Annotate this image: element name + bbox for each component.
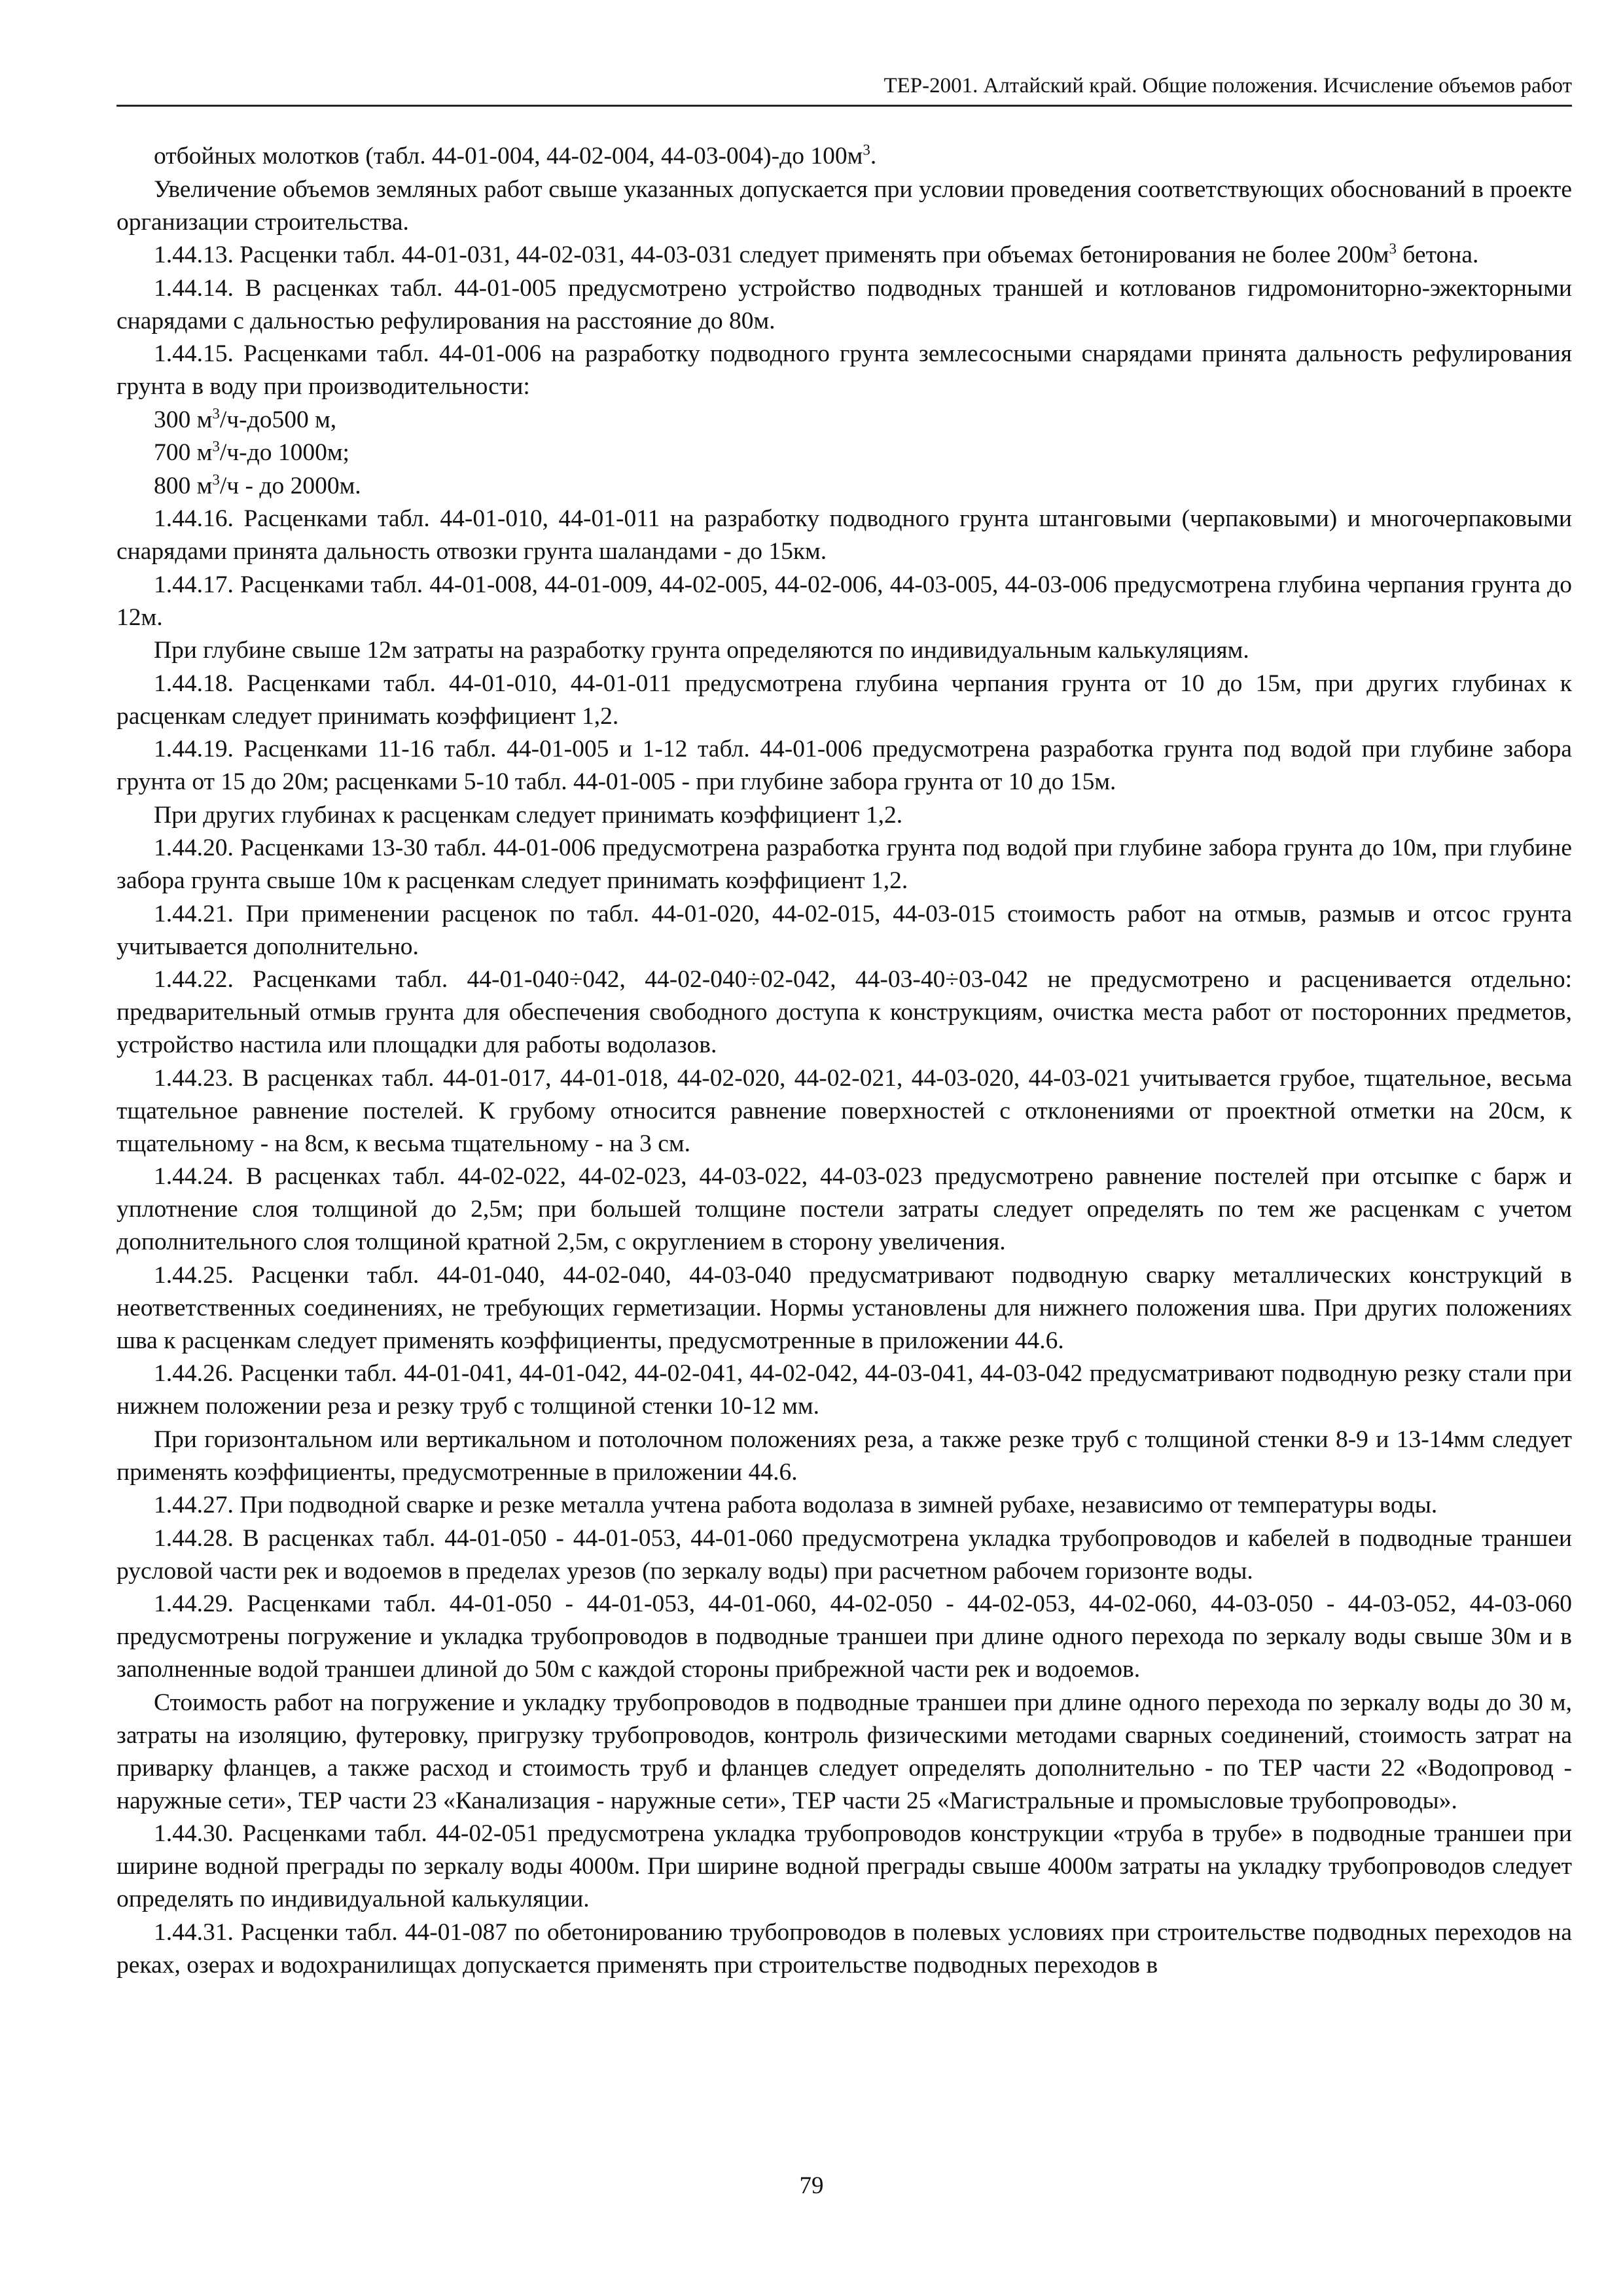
document-body xyxy=(116,140,1572,1982)
paragraph xyxy=(116,1687,1572,1818)
paragraph xyxy=(116,470,1572,503)
paragraph-text-tail: бетона. xyxy=(1397,242,1479,268)
paragraph-text-tail: /ч-до500 м, xyxy=(219,406,337,433)
superscript-exponent: 3 xyxy=(212,471,220,488)
paragraph xyxy=(116,1588,1572,1686)
paragraph-text: 1.44.28. В расценках табл. 44-01-050 - 44-01-053, 44-01-060 предусмотрена укладка трубопроводов и кабелей в подводные траншеи русловой части рек и водоемов в пределах урезов (по зеркалу воды) при расчетном рабочем горизонте воды. xyxy=(116,1524,1572,1585)
paragraph-text: 1.44.26. Расценки табл. 44-01-041, 44-01-042, 44-02-041, 44-02-042, 44-03-041, 44-03-042 предусматривают подводную резку стали при нижнем положении реза и резку труб с толщиной стенки 10-12 мм. xyxy=(116,1360,1572,1420)
paragraph-text: 1.44.24. В расценках табл. 44-02-022, 44-02-023, 44-03-022, 44-03-023 предусмотрено равнение постелей при отсыпке с барж и уплотнение слоя толщиной до 2,5м; при большей толщине постели затраты следует определять по тем же расценкам с учетом дополнительного слоя толщиной кратной 2,5м, с округлением в сторону увеличения. xyxy=(116,1163,1572,1255)
paragraph xyxy=(116,898,1572,963)
paragraph xyxy=(116,1160,1572,1259)
paragraph-text: 1.44.21. При применении расценок по табл. 44-01-020, 44-02-015, 44-03-015 стоимость работ на отмыв, размыв и отсос грунта учитывается дополнительно. xyxy=(116,900,1572,960)
paragraph xyxy=(116,404,1572,437)
paragraph-text: 1.44.14. В расценках табл. 44-01-005 предусмотрено устройство подводных траншей и котлованов гидромониторно-эжекторными снарядами с дальностью рефулирования на расстояние до 80м. xyxy=(116,274,1572,334)
superscript-exponent: 3 xyxy=(1389,240,1397,257)
paragraph-text: 300 м xyxy=(154,406,213,433)
paragraph xyxy=(116,140,1572,173)
paragraph-text: 1.44.29. Расценками табл. 44-01-050 - 44-01-053, 44-01-060, 44-02-050 - 44-02-053, 44-02-060, 44-03-050 - 44-03-052, 44-03-060 предусмотрены погружение и укладка трубопроводов в подводные траншеи при длине одного перехода по зеркалу воды свыше 30м и в заполненные водой траншеи длиной до 50м с каждой стороны прибрежной части рек и водоемов. xyxy=(116,1590,1572,1683)
paragraph xyxy=(116,832,1572,897)
paragraph xyxy=(116,1062,1572,1160)
paragraph-text: 1.44.18. Расценками табл. 44-01-010, 44-01-011 предусмотрена глубина черпания грунта от 10 до 15м, при других глубинах к расценкам следует принимать коэффициент 1,2. xyxy=(116,670,1572,730)
paragraph xyxy=(116,272,1572,338)
page-number: 79 xyxy=(799,2172,824,2199)
paragraph-text: 1.44.16. Расценками табл. 44-01-010, 44-01-011 на разработку подводного грунта штанговыми (черпаковыми) и многочерпаковыми снарядами принята дальность отвозки грунта шаландами - до 15км. xyxy=(116,505,1572,565)
paragraph-text: Стоимость работ на погружение и укладку трубопроводов в подводные траншеи при длине одного перехода по зеркалу воды до 30 м, затраты на изоляцию, футеровку, пригрузку трубопроводов, контроль физическими методами сварных соединений, стоимость затрат на приварку фланцев, а также расход и стоимость труб и фланцев следует определять дополнительно - по ТЕР части 22 «Водопровод - наружные сети», ТЕР части 23 «Канализация - наружные сети», ТЕР части 25 «Магистральные и промысловые трубопроводы». xyxy=(116,1689,1572,1814)
paragraph xyxy=(116,1818,1572,1916)
paragraph xyxy=(116,1357,1572,1423)
paragraph xyxy=(116,239,1572,272)
paragraph-text: При глубине свыше 12м затраты на разработку грунта определяются по индивидуальным калькуляциям. xyxy=(154,637,1249,664)
paragraph-text-tail: . xyxy=(870,143,877,170)
paragraph xyxy=(116,569,1572,634)
paragraph-text-tail: /ч-до 1000м; xyxy=(219,439,349,466)
paragraph xyxy=(116,173,1572,239)
paragraph-text: 1.44.15. Расценками табл. 44-01-006 на разработку подводного грунта землесосными снарядами принята дальность рефулирования грунта в воду при производительности: xyxy=(116,340,1572,400)
paragraph-text: 1.44.25. Расценки табл. 44-01-040, 44-02-040, 44-03-040 предусматривают подводную сварку металлических конструкций в неответственных соединениях, не требующих герметизации. Нормы установлены для нижнего положения шва. При других положениях шва к расценкам следует применять коэффициенты, предусмотренные в приложении 44.6. xyxy=(116,1261,1572,1354)
paragraph xyxy=(116,437,1572,469)
paragraph xyxy=(116,963,1572,1062)
page-header xyxy=(116,71,1572,107)
paragraph-text: 800 м xyxy=(154,472,213,499)
paragraph-text: При других глубинах к расценкам следует принимать коэффициент 1,2. xyxy=(154,801,903,829)
paragraph xyxy=(116,1424,1572,1489)
paragraph xyxy=(116,338,1572,403)
paragraph xyxy=(116,733,1572,798)
paragraph xyxy=(116,503,1572,568)
paragraph-text: 1.44.27. При подводной сварке и резке металла учтена работа водолаза в зимней рубахе, независимо от температуры воды. xyxy=(154,1492,1438,1518)
paragraph-text: 1.44.31. Расценки табл. 44-01-087 по обетонированию трубопроводов в полевых условиях при строительстве подводных переходов на реках, озерах и водохранилищах допускается применять при строительстве подводных переходов в xyxy=(116,1918,1572,1979)
paragraph-text: При горизонтальном или вертикальном и потолочном положениях реза, а также резке труб с толщиной стенки 8-9 и 13-14мм следует применять коэффициенты, предусмотренные в приложении 44.6. xyxy=(116,1426,1572,1486)
paragraph-text: 1.44.17. Расценками табл. 44-01-008, 44-01-009, 44-02-005, 44-02-006, 44-03-005, 44-03-006 предусмотрена глубина черпания грунта до 12м. xyxy=(116,571,1572,631)
paragraph-text: 1.44.19. Расценками 11-16 табл. 44-01-005 и 1-12 табл. 44-01-006 предусмотрена разработка грунта под водой при глубине забора грунта от 15 до 20м; расценками 5-10 табл. 44-01-005 - при глубине забора грунта от 10 до 15м. xyxy=(116,736,1572,795)
paragraph xyxy=(116,1489,1572,1522)
paragraph-text-tail: /ч - до 2000м. xyxy=(219,472,361,499)
paragraph-text: 1.44.22. Расценками табл. 44-01-040÷042, 44-02-040÷02-042, 44-03-40÷03-042 не предусмотрено и расценивается отдельно: предварительный отмыв грунта для обеспечения свободного доступа к конструкциям, очистка места работ от посторонних предметов, устройство настила или площадки для работы водолазов. xyxy=(116,966,1572,1058)
paragraph-text: 1.44.23. В расценках табл. 44-01-017, 44-01-018, 44-02-020, 44-02-021, 44-03-020, 44-03-021 учитывается грубое, тщательное, весьма тщательное равнение постелей. К грубому относится равнение поверхностей с отклонениями от проектной отметки на 20см, к тщательному - на 8см, к весьма тщательному - на 3 см. xyxy=(116,1064,1572,1157)
paragraph-text: отбойных молотков (табл. 44-01-004, 44-02-004, 44-03-004)-до 100м xyxy=(154,143,863,170)
paragraph xyxy=(116,634,1572,667)
paragraph-text: 1.44.13. Расценки табл. 44-01-031, 44-02-031, 44-03-031 следует применять при объемах бетонирования не более 200м xyxy=(154,242,1389,268)
paragraph xyxy=(116,1259,1572,1357)
paragraph xyxy=(116,1522,1572,1588)
superscript-exponent: 3 xyxy=(863,141,870,158)
paragraph-text: Увеличение объемов земляных работ свыше указанных допускается при условии проведения соответствующих обоснований в проекте организации строительства. xyxy=(116,175,1572,236)
running-header-title: ТЕР-2001. Алтайский край. Общие положения. Исчисление объемов работ xyxy=(883,74,1572,98)
paragraph xyxy=(116,1916,1572,1982)
paragraph-text: 1.44.30. Расценками табл. 44-02-051 предусмотрена укладка трубопроводов конструкции «труба в трубе» в подводные траншеи при ширине водной преграды по зеркалу воды 4000м. При ширине водной преграды свыше 4000м затраты на укладку трубопроводов следует определять по индивидуальной калькуляции. xyxy=(116,1820,1572,1912)
paragraph xyxy=(116,799,1572,832)
superscript-exponent: 3 xyxy=(212,405,220,422)
paragraph xyxy=(116,668,1572,733)
superscript-exponent: 3 xyxy=(212,438,220,455)
paragraph-text: 700 м xyxy=(154,439,213,466)
paragraph-text: 1.44.20. Расценками 13-30 табл. 44-01-006 предусмотрена разработка грунта под водой при глубине забора грунта до 10м, при глубине забора грунта свыше 10м к расценкам следует принимать коэффициент 1,2. xyxy=(116,834,1572,894)
